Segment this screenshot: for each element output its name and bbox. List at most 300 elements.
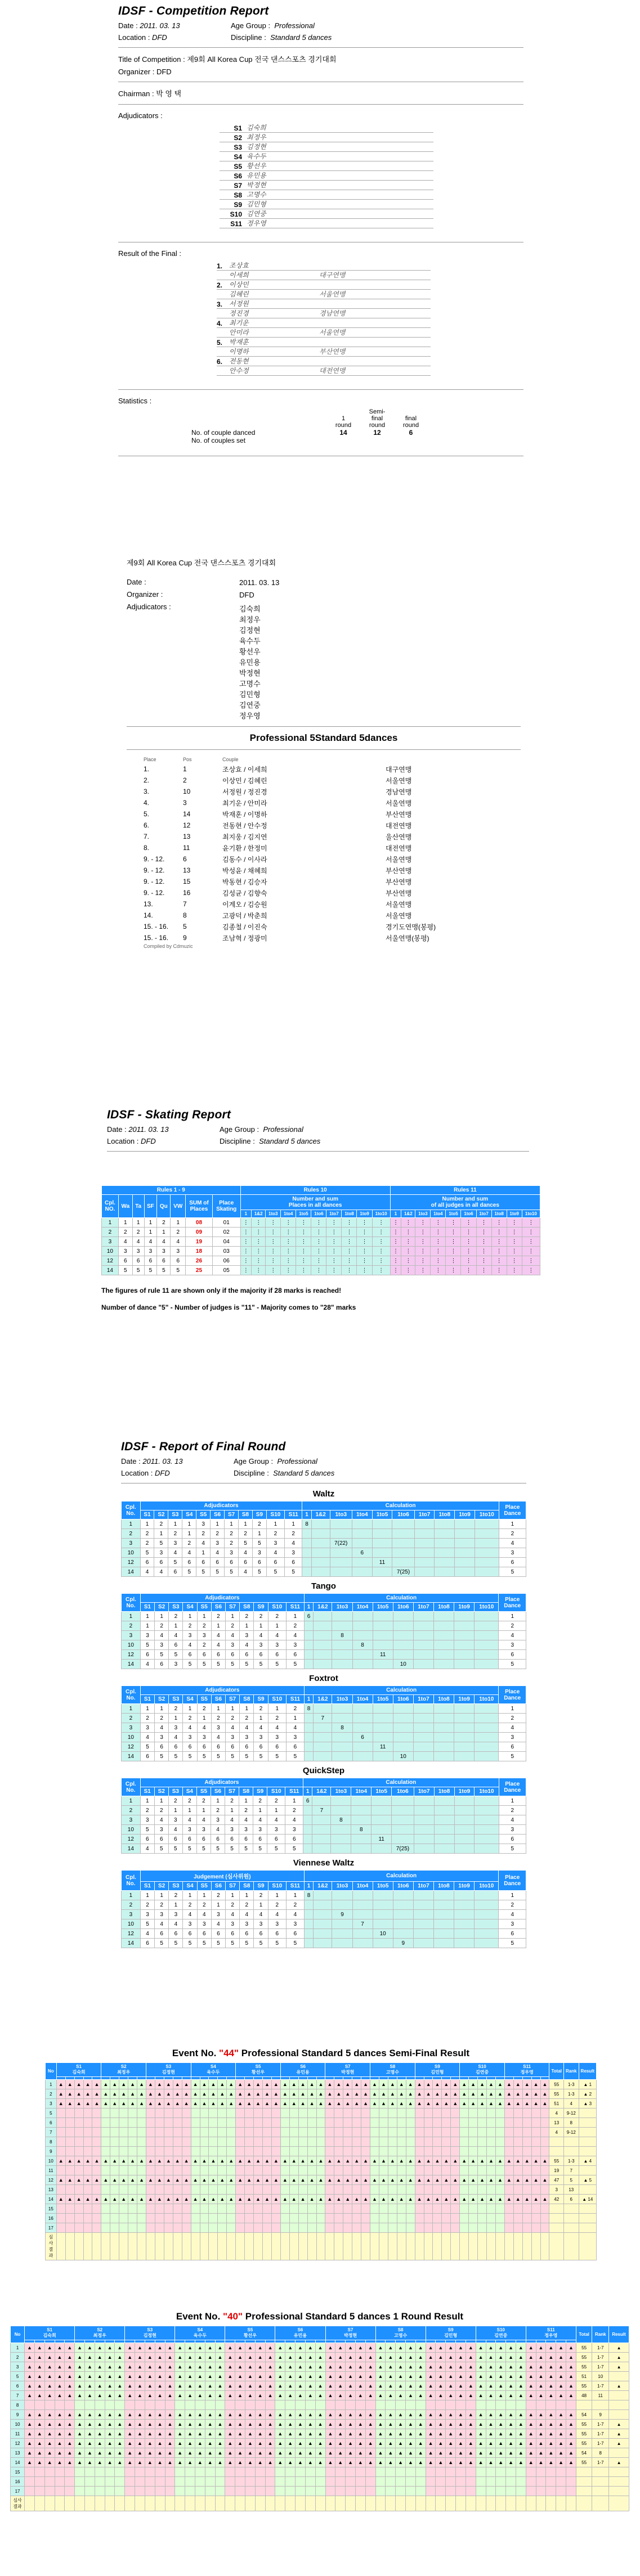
mark-cell (325, 2109, 334, 2118)
judge-code: S7 (347, 2327, 353, 2332)
mark-cell: ▲ (25, 2439, 35, 2448)
sum-places: 26 (186, 1256, 213, 1266)
mark-cell: ▲ (245, 2099, 254, 2109)
judge-mark: 1 (225, 1806, 239, 1815)
calc-cell (303, 1806, 312, 1815)
mark-cell: ▲ (195, 2372, 205, 2381)
judge-header: S8 (239, 1510, 253, 1519)
total-cell: 42 (549, 2195, 564, 2204)
judge-mark: 4 (240, 1910, 254, 1919)
mark-cell: ▲ (346, 2391, 356, 2400)
dance-row (122, 1519, 526, 1529)
calc-cell (393, 1612, 413, 1621)
calc-col-header: 1to3 (332, 1603, 352, 1612)
mark-cell (298, 2147, 307, 2156)
mark-cell (316, 2109, 325, 2118)
mark-cell: ▲ (424, 2099, 433, 2109)
mark-cell: ▲ (305, 2439, 315, 2448)
mark-cell: ▲ (433, 2089, 442, 2099)
judge-mark: 4 (211, 1631, 225, 1640)
judge-mark: 5 (225, 1567, 239, 1577)
mark-cell: ▲ (83, 2099, 92, 2109)
rule11-cell: ⋮ (476, 1256, 491, 1266)
mark-cell (254, 2166, 263, 2175)
result-cell (579, 2223, 596, 2233)
mark-cell: ▲ (155, 2429, 165, 2439)
calc-cell (373, 1939, 393, 1948)
mark-cell: ▲ (215, 2448, 225, 2458)
mark-cell: ▲ (245, 2089, 254, 2099)
mark-cell: ▲ (235, 2343, 245, 2353)
cpl-no: 1 (11, 2343, 25, 2353)
total-cell: 55 (576, 2439, 592, 2448)
judge-header: S1 (140, 1603, 154, 1612)
mark-cell: ▲ (513, 2156, 522, 2166)
mark-cell: ▲ (406, 2362, 416, 2372)
mark-cell (85, 2477, 95, 2487)
mark-cell: ▲ (135, 2448, 145, 2458)
calc-cell: 7 (314, 1714, 332, 1723)
rule10-cell: ⋮ (326, 1266, 342, 1275)
judge-mark: 2 (197, 1621, 211, 1631)
divider (118, 104, 523, 105)
stat-header: 1 round (335, 415, 352, 429)
mark-cell (25, 2400, 35, 2410)
mark-cell: ▲ (75, 2410, 85, 2420)
mark-cell: ▲ (115, 2458, 125, 2467)
round1-table (10, 2326, 629, 2511)
judge-mark: 6 (239, 1835, 253, 1844)
cpl-header: Cpl. No. (122, 1594, 141, 1612)
calc-cell (392, 1519, 414, 1529)
mark-cell: ▲ (316, 2089, 325, 2099)
mark-cell: ▲ (75, 2353, 85, 2362)
mark-cell: ▲ (495, 2195, 504, 2204)
rank-cell: 10 (592, 2372, 609, 2381)
finalist (217, 280, 431, 299)
mark-cell: ▲ (536, 2420, 546, 2429)
skating-note-2: Number of dance "5" - Number of judges is "11" - Majority comes to "28" marks (101, 1303, 356, 1311)
calc-cell (414, 1806, 434, 1815)
mark-cell: ▲ (165, 2410, 175, 2420)
mark-cell (227, 2137, 236, 2147)
mark-cell (522, 2223, 531, 2233)
mark-cell (146, 2185, 155, 2195)
judge-name: 고명수 (386, 2070, 399, 2075)
round1-title-post: Professional Standard 5 dances 1 Round Result (243, 2311, 464, 2322)
mark-cell: ▲ (460, 2156, 469, 2166)
judge-mark: 6 (226, 1742, 240, 1752)
mark-cell (343, 2147, 352, 2156)
judge-mark: 1 (211, 1621, 225, 1631)
mark-cell: ▲ (370, 2089, 379, 2099)
mark-cell: ▲ (218, 2175, 227, 2185)
judge-mark: 3 (155, 1640, 169, 1650)
mark-cell (289, 2214, 298, 2223)
mark-cell: ▲ (375, 2381, 386, 2391)
judge-mark: 6 (240, 1650, 254, 1660)
mark-cell: ▲ (495, 2099, 504, 2109)
mark-cell: ▲ (205, 2439, 215, 2448)
mark-cell (225, 2400, 235, 2410)
mark-cell (25, 2477, 35, 2487)
mark-cell (536, 2487, 546, 2496)
mark-cell (316, 2128, 325, 2137)
judge-mark: 5 (155, 1752, 169, 1761)
mark-cell (406, 2166, 415, 2175)
total-cell: 55 (576, 2420, 592, 2429)
calc-col-header: 1to3 (332, 1882, 352, 1891)
skating-group-header (102, 1186, 540, 1195)
calc-col-header: 1to3 (330, 1510, 352, 1519)
mark-cell (566, 2400, 576, 2410)
mark-cell: ▲ (25, 2429, 35, 2439)
judge-mark: 1 (268, 1621, 286, 1631)
mark-cell (451, 2109, 460, 2118)
mark-cell: ▲ (65, 2343, 75, 2353)
judge-mark: 5 (239, 1539, 253, 1548)
mark-cell: ▲ (56, 2195, 65, 2204)
dance-row (122, 1806, 526, 1815)
mark-cell (262, 2137, 271, 2147)
mark-cell (424, 2214, 433, 2223)
judge-name: 육수두 (193, 2333, 207, 2338)
footer-cell (205, 2496, 215, 2511)
mark-cell (442, 2223, 451, 2233)
mark-cell (446, 2400, 456, 2410)
judge-mark: 2 (287, 1900, 305, 1910)
mark-cell: ▲ (225, 2381, 235, 2391)
calc-cell (351, 1815, 372, 1825)
footer-cell (92, 2233, 101, 2260)
calc-cell (434, 1796, 454, 1806)
judge-mark: 3 (253, 1825, 267, 1835)
mark-cell (245, 2204, 254, 2214)
mark-cell: ▲ (215, 2420, 225, 2429)
judge-mark: 5 (140, 1640, 154, 1650)
mark-cell: ▲ (406, 2353, 416, 2362)
mark-cell (325, 2118, 334, 2128)
rank-cell: 1-3 (563, 2156, 579, 2166)
mark-cell: ▲ (486, 2353, 496, 2362)
calc-cell (352, 1558, 372, 1567)
calc-cell (454, 1660, 475, 1669)
mark-cell: ▲ (346, 2439, 356, 2448)
judge-header: S4 (183, 1882, 197, 1891)
calc-col-header: 1 (304, 1603, 313, 1612)
judge-group-header (375, 2326, 426, 2340)
mark-cell: ▲ (125, 2362, 135, 2372)
mark-cell (506, 2487, 516, 2496)
calc-cell (414, 1844, 434, 1854)
mark-cell (460, 2137, 469, 2147)
calc-cell (352, 1910, 373, 1919)
calc-col-header: 1to6 (311, 1210, 326, 1218)
adjudicator-list (118, 123, 523, 228)
mark-cell (135, 2400, 145, 2410)
rank-cell: 9-12 (563, 2128, 579, 2137)
footer-cell (105, 2496, 115, 2511)
event-row (46, 2137, 597, 2147)
mark-cell: ▲ (185, 2362, 195, 2372)
mark-cell (478, 2109, 487, 2118)
judge-mark: 2 (169, 1704, 183, 1714)
mark-cell (379, 2128, 388, 2137)
mark-cell (271, 2185, 280, 2195)
calc-cell (373, 1704, 393, 1714)
mark-cell: ▲ (44, 2458, 55, 2467)
mark-cell: ▲ (388, 2089, 397, 2099)
final-round-title: IDSF - Report of Final Round (121, 1440, 286, 1453)
calc-cell: 11 (372, 1835, 392, 1844)
mark-cell (315, 2477, 325, 2487)
rule11-cell: ⋮ (431, 1247, 446, 1256)
judge-group-header (146, 2063, 191, 2077)
judge-mark: 4 (226, 1723, 240, 1733)
rule10-cell: ⋮ (252, 1228, 266, 1237)
mark-cell (262, 2204, 271, 2214)
mark-cell: ▲ (315, 2420, 325, 2429)
footer-cell (579, 2233, 596, 2260)
mark-cell: ▲ (254, 2080, 263, 2089)
round1-result (10, 2311, 629, 2511)
calc-cell (393, 1640, 413, 1650)
mark-cell (209, 2223, 218, 2233)
mark-cell: ▲ (245, 2448, 256, 2458)
judge-mark: 5 (197, 1660, 211, 1669)
footer-cell (315, 2496, 325, 2511)
adjudicator-row (220, 123, 433, 133)
result-place: 13. (144, 900, 153, 908)
cpl-no: 12 (122, 1650, 141, 1660)
mark-cell: ▲ (44, 2381, 55, 2391)
judge-name: 정우영 (544, 2333, 558, 2338)
judge-mark: 3 (197, 1631, 211, 1640)
calc-cell (311, 1529, 330, 1539)
judge-mark: 5 (211, 1752, 225, 1761)
mark-cell: ▲ (165, 2343, 175, 2353)
calc-col-header: 1to9 (454, 1695, 475, 1704)
judge-header: S8 (240, 1882, 254, 1891)
rule10-cell: ⋮ (266, 1218, 281, 1228)
mark-cell: ▲ (516, 2410, 526, 2420)
mark-cell (531, 2137, 540, 2147)
judge-mark: 1 (183, 1891, 197, 1900)
judge-mark: 3 (211, 1815, 225, 1825)
mark-cell (218, 2128, 227, 2137)
mark-cell (495, 2118, 504, 2128)
mark-cell (316, 2223, 325, 2233)
extra-header: Rank (563, 2063, 579, 2080)
judge-mark: 5 (252, 1539, 266, 1548)
rule11-cell: ⋮ (431, 1266, 446, 1275)
result-couple: 김종철 / 이진숙 (222, 923, 267, 931)
mark-cell (225, 2467, 235, 2477)
mark-cell: ▲ (436, 2439, 446, 2448)
place-skating: 02 (212, 1228, 240, 1237)
mark-cell: ▲ (209, 2156, 218, 2166)
result-row (144, 831, 521, 842)
calc-cell: 7(25) (392, 1844, 414, 1854)
mark-cell (164, 2128, 173, 2137)
mark-cell (101, 2128, 110, 2137)
judge-mark: 4 (240, 1640, 254, 1650)
place-dance: 2 (499, 1806, 526, 1815)
judge-code: S9 (447, 2327, 454, 2332)
dance-row (122, 1723, 526, 1733)
mark-cell (355, 2400, 365, 2410)
mark-cell: ▲ (55, 2458, 65, 2467)
mark-cell (346, 2487, 356, 2496)
mark-cell (415, 2118, 424, 2128)
cpl-no: 15 (11, 2467, 25, 2477)
judge-mark: 1 (226, 1891, 240, 1900)
mark-cell (352, 2223, 361, 2233)
calc-cell (332, 1752, 352, 1761)
calc-cell (413, 1919, 433, 1929)
mark-cell (236, 2118, 245, 2128)
mark-cell: ▲ (451, 2089, 460, 2099)
mark-cell: ▲ (456, 2420, 466, 2429)
mark-cell: ▲ (128, 2099, 137, 2109)
mark-cell: ▲ (546, 2420, 556, 2429)
mark-cell: ▲ (466, 2381, 476, 2391)
mark-cell: ▲ (346, 2410, 356, 2420)
mark-cell (406, 2128, 415, 2137)
mark-cell (83, 2214, 92, 2223)
footer-cell (298, 2233, 307, 2260)
sum-places: 08 (186, 1218, 213, 1228)
mark-cell: ▲ (65, 2089, 74, 2099)
mark-cell: ▲ (486, 2391, 496, 2400)
mark-cell: ▲ (137, 2099, 146, 2109)
mark-cell: ▲ (361, 2099, 370, 2109)
judge-mark: 5 (287, 1752, 305, 1761)
cpl-no: 12 (122, 1929, 141, 1939)
finalist-region: 대전연맹 (319, 367, 346, 375)
mark-cell: ▲ (325, 2448, 335, 2458)
mark-cell: ▲ (365, 2410, 375, 2420)
mark-cell (298, 2109, 307, 2118)
calc-cell (433, 1612, 454, 1621)
mark-cell: ▲ (218, 2080, 227, 2089)
finalist-partner2: 정진경 (229, 309, 249, 317)
judge-header: S1 (140, 1510, 154, 1519)
calc-cell (373, 1660, 393, 1669)
mark-cell: ▲ (325, 2410, 335, 2420)
mark-cell: ▲ (128, 2089, 137, 2099)
calc-cell (392, 1529, 414, 1539)
mark-cell (146, 2204, 155, 2214)
footer-cell (155, 2233, 164, 2260)
rank-cell: 13 (563, 2185, 579, 2195)
calc-cell (475, 1548, 499, 1558)
mark-cell: ▲ (65, 2458, 75, 2467)
mark-cell: ▲ (436, 2381, 446, 2391)
result-place: 5. (144, 810, 150, 818)
result-place: 6. (144, 821, 150, 829)
mark-cell: ▲ (406, 2410, 416, 2420)
mark-cell: ▲ (195, 2410, 205, 2420)
cpl-no: 1 (122, 1612, 141, 1621)
calc-cell (373, 1900, 393, 1910)
mark-cell (56, 2128, 65, 2137)
mark-cell (436, 2477, 446, 2487)
footer-cell (236, 2233, 245, 2260)
mark-cell: ▲ (218, 2195, 227, 2204)
mark-cell (513, 2147, 522, 2156)
skating-sub-header (102, 1195, 540, 1210)
finalist-partner2: 안미라 (229, 329, 249, 336)
mark-cell: ▲ (25, 2381, 35, 2391)
mark-cell: ▲ (271, 2175, 280, 2185)
mark-cell: ▲ (83, 2195, 92, 2204)
mark-cell: ▲ (365, 2343, 375, 2353)
mark-cell (415, 2137, 424, 2147)
mark-cell: ▲ (235, 2429, 245, 2439)
judge-name: 김숙희 (72, 2070, 86, 2075)
calc-cell (393, 1891, 413, 1900)
calc-cell (455, 1529, 475, 1539)
mark-cell (200, 2185, 209, 2195)
mark-cell: ▲ (466, 2391, 476, 2400)
mark-cell (506, 2477, 516, 2487)
judge-mark: 3 (225, 1825, 239, 1835)
mark-cell: ▲ (255, 2448, 265, 2458)
mark-cell: ▲ (44, 2372, 55, 2381)
adjudicator-row (220, 209, 433, 219)
mark-cell: ▲ (296, 2372, 306, 2381)
mark-cell (406, 2185, 415, 2195)
mark-cell (506, 2400, 516, 2410)
sum-places: 19 (186, 1237, 213, 1247)
judge-mark: 3 (226, 1733, 240, 1742)
result-place: 2. (144, 776, 150, 784)
calc-cell (475, 1835, 499, 1844)
mark-cell: ▲ (205, 2410, 215, 2420)
event-row (11, 2439, 629, 2448)
mark-cell (200, 2109, 209, 2118)
mark-cell: ▲ (335, 2458, 346, 2467)
calc-cell (475, 1910, 499, 1919)
mark-cell (415, 2147, 424, 2156)
mark-cell: ▲ (44, 2343, 55, 2353)
mark-cell (415, 2185, 424, 2195)
mark-cell: ▲ (396, 2362, 406, 2372)
mark-cell (218, 2137, 227, 2147)
mark-cell (74, 2185, 83, 2195)
mark-cell (115, 2467, 125, 2477)
judge-mark: 6 (287, 1929, 305, 1939)
calc-cell (330, 1548, 352, 1558)
judge-mark: 2 (211, 1714, 225, 1723)
judge-mark: 5 (285, 1567, 302, 1577)
mark-cell: ▲ (289, 2089, 298, 2099)
mark-cell (296, 2467, 306, 2477)
mark-cell: ▲ (227, 2089, 236, 2099)
mark-cell: ▲ (506, 2420, 516, 2429)
mark-cell: ▲ (115, 2391, 125, 2400)
adjudicator-code: S8 (234, 191, 242, 199)
mark-cell (235, 2467, 245, 2477)
mark-cell: ▲ (182, 2089, 191, 2099)
mark-cell (334, 2147, 343, 2156)
judge-mark: 2 (285, 1806, 303, 1815)
mark-cell: ▲ (92, 2175, 101, 2185)
judge-mark: 5 (197, 1939, 211, 1948)
dance-table-sub-header (122, 1603, 526, 1612)
mark-cell (386, 2467, 396, 2477)
